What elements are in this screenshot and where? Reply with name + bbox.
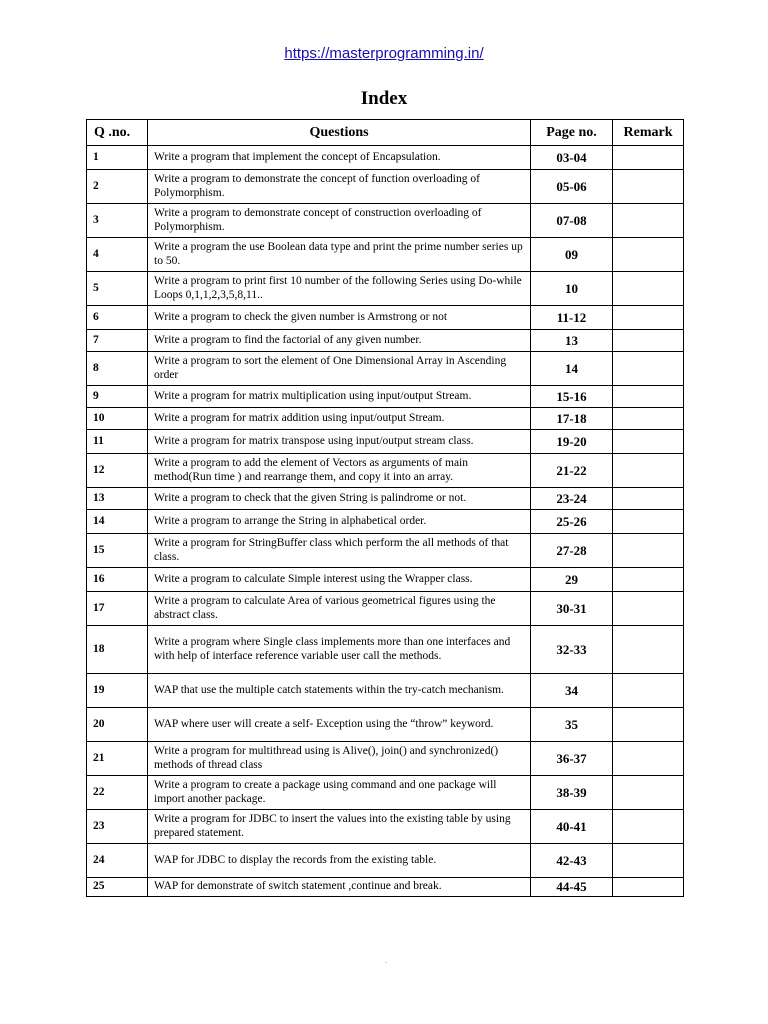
question-number: 25 (87, 878, 148, 897)
question-text: Write a program to add the element of Vectors as arguments of main method(Run time ) and rearrange them, and copy it into an array. (148, 454, 531, 488)
remark (613, 510, 684, 534)
remark (613, 592, 684, 626)
remark (613, 146, 684, 170)
remark (613, 204, 684, 238)
question-text: WAP for JDBC to display the records from the existing table. (148, 844, 531, 878)
question-text: Write a program to arrange the String in alphabetical order. (148, 510, 531, 534)
column-header-questions: Questions (148, 120, 531, 146)
question-number: 15 (87, 534, 148, 568)
table-row (87, 810, 684, 844)
remark (613, 430, 684, 454)
page-number: 23-24 (531, 488, 613, 510)
question-text: Write a program to calculate Area of various geometrical figures using the abstract class. (148, 592, 531, 626)
table-row (87, 408, 684, 430)
table-row (87, 454, 684, 488)
table-row (87, 204, 684, 238)
table-row (87, 238, 684, 272)
question-text: Write a program that implement the concept of Encapsulation. (148, 146, 531, 170)
question-number: 11 (87, 430, 148, 454)
page-number: 15-16 (531, 386, 613, 408)
question-text: WAP for demonstrate of switch statement ,continue and break. (148, 878, 531, 897)
remark (613, 170, 684, 204)
table-row (87, 330, 684, 352)
question-text: Write a program to create a package using command and one package will import another package. (148, 776, 531, 810)
table-row (87, 568, 684, 592)
remark (613, 330, 684, 352)
question-number: 4 (87, 238, 148, 272)
page-number: 25-26 (531, 510, 613, 534)
page-number: 05-06 (531, 170, 613, 204)
question-number: 2 (87, 170, 148, 204)
page-number: 32-33 (531, 626, 613, 674)
remark (613, 844, 684, 878)
remark (613, 352, 684, 386)
question-number: 7 (87, 330, 148, 352)
table-row (87, 488, 684, 510)
remark (613, 674, 684, 708)
remark (613, 776, 684, 810)
question-text: Write a program to check the given number is Armstrong or not (148, 306, 531, 330)
remark (613, 742, 684, 776)
page-number: 10 (531, 272, 613, 306)
question-number: 24 (87, 844, 148, 878)
table-row (87, 386, 684, 408)
column-header-qno: Q .no. (87, 120, 148, 146)
remark (613, 810, 684, 844)
page-number: 21-22 (531, 454, 613, 488)
page-number: 17-18 (531, 408, 613, 430)
table-row (87, 878, 684, 897)
page-number: 36-37 (531, 742, 613, 776)
question-number: 22 (87, 776, 148, 810)
question-text: Write a program for matrix multiplication using input/output Stream. (148, 386, 531, 408)
question-text: Write a program for JDBC to insert the values into the existing table by using prepared statement. (148, 810, 531, 844)
remark (613, 878, 684, 897)
question-number: 13 (87, 488, 148, 510)
question-text: Write a program to sort the element of One Dimensional Array in Ascending order (148, 352, 531, 386)
question-text: Write a program for StringBuffer class which perform the all methods of that class. (148, 534, 531, 568)
question-number: 23 (87, 810, 148, 844)
question-number: 5 (87, 272, 148, 306)
question-text: Write a program to calculate Simple interest using the Wrapper class. (148, 568, 531, 592)
remark (613, 238, 684, 272)
remark (613, 488, 684, 510)
remark (613, 708, 684, 742)
remark (613, 272, 684, 306)
remark (613, 568, 684, 592)
table-row (87, 430, 684, 454)
table-row (87, 272, 684, 306)
table-row (87, 534, 684, 568)
question-number: 14 (87, 510, 148, 534)
question-number: 10 (87, 408, 148, 430)
table-row (87, 352, 684, 386)
page-number: 11-12 (531, 306, 613, 330)
page-number: 29 (531, 568, 613, 592)
page-number: 44-45 (531, 878, 613, 897)
question-number: 17 (87, 592, 148, 626)
question-text: Write a program for multithread using is Alive(), join() and synchronized() methods of thread class (148, 742, 531, 776)
column-header-remark: Remark (613, 120, 684, 146)
question-number: 20 (87, 708, 148, 742)
question-text: Write a program the use Boolean data type and print the prime number series up to 50. (148, 238, 531, 272)
table-row (87, 708, 684, 742)
remark (613, 626, 684, 674)
footer-mark: . (385, 956, 387, 965)
remark (613, 534, 684, 568)
question-text: Write a program for matrix transpose using input/output stream class. (148, 430, 531, 454)
page-number: 14 (531, 352, 613, 386)
remark (613, 386, 684, 408)
question-text: Write a program for matrix addition using input/output Stream. (148, 408, 531, 430)
website-url-link[interactable]: https://masterprogramming.in/ (284, 45, 484, 62)
page-number: 03-04 (531, 146, 613, 170)
question-text: Write a program to find the factorial of any given number. (148, 330, 531, 352)
remark (613, 454, 684, 488)
remark (613, 408, 684, 430)
page-number: 40-41 (531, 810, 613, 844)
question-text: Write a program where Single class implements more than one interfaces and with help of interface reference variable user call the methods. (148, 626, 531, 674)
question-text: WAP that use the multiple catch statements within the try-catch mechanism. (148, 674, 531, 708)
index-table (86, 119, 684, 897)
question-text: Write a program to demonstrate the concept of function overloading of Polymorphism. (148, 170, 531, 204)
table-row (87, 674, 684, 708)
table-header-row (87, 120, 684, 146)
table-row (87, 170, 684, 204)
question-text: WAP where user will create a self- Exception using the “throw” keyword. (148, 708, 531, 742)
table-row (87, 626, 684, 674)
table-row (87, 742, 684, 776)
page-number: 19-20 (531, 430, 613, 454)
question-number: 19 (87, 674, 148, 708)
page-number: 34 (531, 674, 613, 708)
table-row (87, 306, 684, 330)
page-number: 13 (531, 330, 613, 352)
question-number: 6 (87, 306, 148, 330)
question-number: 3 (87, 204, 148, 238)
page-number: 42-43 (531, 844, 613, 878)
question-number: 18 (87, 626, 148, 674)
question-text: Write a program to demonstrate concept of construction overloading of Polymorphism. (148, 204, 531, 238)
question-text: Write a program to check that the given String is palindrome or not. (148, 488, 531, 510)
page-number: 35 (531, 708, 613, 742)
question-number: 16 (87, 568, 148, 592)
column-header-page-no: Page no. (531, 120, 613, 146)
table-row (87, 776, 684, 810)
page-number: 07-08 (531, 204, 613, 238)
table-row (87, 146, 684, 170)
table-row (87, 592, 684, 626)
page-number: 38-39 (531, 776, 613, 810)
table-row (87, 844, 684, 878)
page-number: 30-31 (531, 592, 613, 626)
page-title: Index (360, 88, 408, 109)
question-number: 12 (87, 454, 148, 488)
question-number: 9 (87, 386, 148, 408)
page-number: 27-28 (531, 534, 613, 568)
remark (613, 306, 684, 330)
page-number: 09 (531, 238, 613, 272)
table-row (87, 510, 684, 534)
question-text: Write a program to print first 10 number of the following Series using Do-while Loops 0,1,1,2,3,5,8,11.. (148, 272, 531, 306)
question-number: 21 (87, 742, 148, 776)
question-number: 1 (87, 146, 148, 170)
question-number: 8 (87, 352, 148, 386)
